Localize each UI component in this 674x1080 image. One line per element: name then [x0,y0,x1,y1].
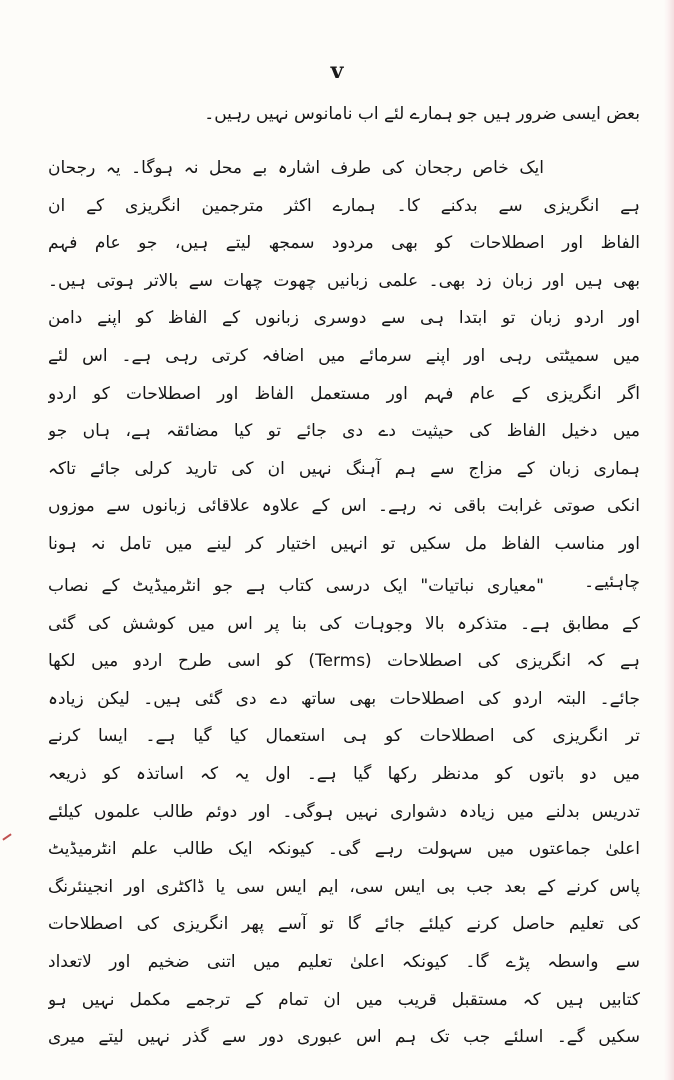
page-edge-shadow [664,0,674,1080]
paragraph-2 [48,150,640,601]
paragraph-line: کتابیں ہیں کہ مستقبل قریب میں ان تمام کے ترجمے مکمل نہیں ہو [48,989,640,1010]
paragraph-line: تدریس بدلنے میں زیادہ دشواری نہیں ہوگی۔ اور دوئم طالب علموں کیلئے [48,801,640,822]
paragraph-line: "معیاری نباتیات" ایک درسی کتاب ہے جو انٹرمیڈیٹ کے نصاب [48,576,544,596]
paragraph-line: تر انگریزی کی اصطلاحات کو ہی استعمال کیا گیا ہے۔ ایسا کرنے [48,726,640,747]
paragraph-line: میں دو باتوں کو مدنظر رکھا گیا ہے۔ اول یہ کہ اساتذہ کو ذریعہ [48,763,640,784]
paragraph-line: ایک خاص رجحان کی طرف اشارہ بے محل نہ ہوگا۔ یہ رجحان [48,158,544,178]
paragraph-line: بعض ایسی ضرور ہیں جو ہمارے لئے اب نامانوس نہیں رہیں۔ [204,104,640,124]
paragraph-line: انکی صوتی غرابت باقی نہ رہے۔ اس کے علاوہ علاقائی زبانوں سے موزوں [48,496,640,517]
paragraph-3 [48,568,640,1057]
paragraph-line: سے واسطہ پڑے گا۔ کیونکہ اعلیٰ تعلیم میں اتنی ضخیم اور لاتعداد [48,951,640,972]
paragraph-line: سکیں گے۔ اسلئے جب تک ہم اس عبوری دور سے گذر نہیں لیتے میری [48,1027,640,1048]
paragraph-line: میں سمیٹتی رہی اور اپنے سرمائے میں اضافہ کرتی رہی ہے۔ اس لئے [48,345,640,366]
ink-mark [2,833,11,840]
paragraph-line: کے مطابق ہے۔ متذکرہ بالا وجوہات کی بنا پر اس میں کوشش کی گئی [48,613,640,634]
paragraph-1 [48,96,640,134]
paragraph-line: الفاظ اور اصطلاحات کو بھی مردود سمجھ لیتے ہیں، جو عام فہم [48,233,640,254]
paragraph-line: بھی ہیں اور زبان زد بھی۔ علمی زبانیں چھوت چھات سے بالاتر ہوتی ہیں۔ [48,270,640,291]
paragraph-line: اعلیٰ جماعتوں میں سہولت رہے گی۔ کیونکہ ایک طالب علم انٹرمیڈیٹ [48,839,640,860]
paragraph-line: اگر انگریزی کے عام فہم اور مستعمل الفاظ اور اصطلاحات کو اردو [48,383,640,404]
paragraph-line: ہے کہ انگریزی کی اصطلاحات (Terms) کو اسی طرح اردو میں لکھا [48,651,640,672]
paragraph-line: اور مناسب الفاظ مل سکیں تو انہیں اختیار کر لینے میں تامل نہ ہونا [48,533,640,554]
paragraph-line: ہے انگریزی سے بدکنے کا۔ ہمارے اکثر مترجمین انگریزی کے ان [48,195,640,216]
paragraph-line: پاس کرنے کے بعد جب بی ایس سی، ایم ایس سی یا ڈاکٹری اور انجینئرنگ [48,876,640,897]
page-number: v [330,58,344,84]
paragraph-line: اور اردو زبان تو ابتدا ہی سے دوسری زبانوں کے الفاظ کو اپنے دامن [48,308,640,329]
paragraph-line: کی تعلیم حاصل کرنے کیلئے جائے گا تو آسے پھر انگریزی کی اصطلاحات [48,914,640,935]
paragraph-line: جائے۔ البتہ اردو کی اصطلاحات بھی ساتھ دے دی گئی ہیں۔ لیکن زیادہ [48,688,640,709]
paragraph-line: چاہئیے۔ [584,571,640,592]
paragraph-line: میں دخیل الفاظ کی حیثیت دے دی جائے تو کیا مضائقہ ہے، ہاں جو [48,421,640,442]
paragraph-line: ہماری زبان کے مزاج سے ہم آہنگ نہیں ان کی تارید کرلی جائے تاکہ [48,458,640,479]
